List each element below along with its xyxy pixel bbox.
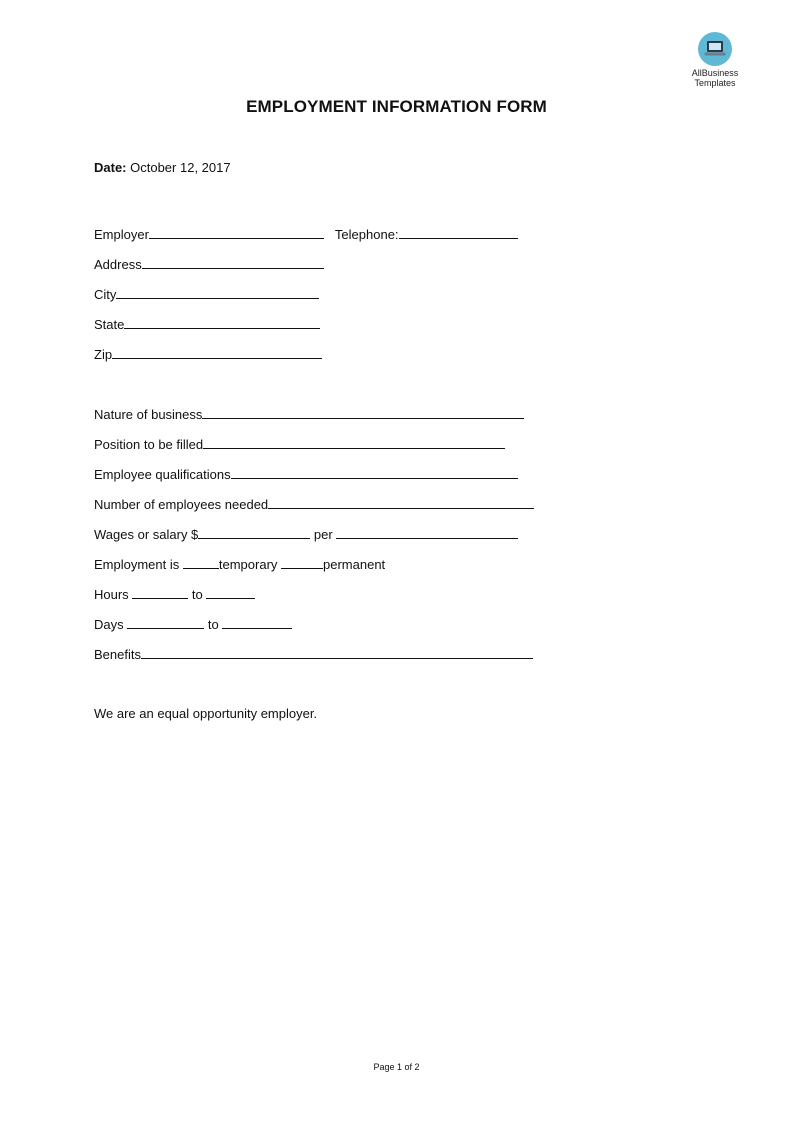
temporary-field[interactable] bbox=[183, 556, 219, 569]
city-field[interactable] bbox=[116, 286, 319, 299]
temporary-label: temporary bbox=[218, 557, 282, 572]
date-value: October 12, 2017 bbox=[126, 160, 231, 175]
num-employees-row bbox=[94, 496, 534, 513]
benefits-field[interactable] bbox=[141, 646, 533, 659]
address-label: Address bbox=[94, 257, 142, 272]
zip-row bbox=[94, 346, 322, 363]
laptop-icon bbox=[704, 40, 726, 58]
days-to-label: to bbox=[204, 617, 223, 632]
days-label: Days bbox=[94, 617, 128, 632]
permanent-field[interactable] bbox=[281, 556, 323, 569]
zip-label: Zip bbox=[94, 347, 113, 362]
hours-from-field[interactable] bbox=[132, 586, 188, 599]
wages-period-field[interactable] bbox=[336, 526, 518, 539]
company-logo bbox=[682, 32, 748, 88]
form-title: EMPLOYMENT INFORMATION FORM bbox=[246, 97, 547, 116]
logo-text bbox=[682, 68, 748, 88]
qualifications-row bbox=[94, 466, 518, 483]
days-to-field[interactable] bbox=[222, 616, 292, 629]
logo-circle bbox=[698, 32, 732, 66]
equal-opportunity-statement: We are an equal opportunity employer. bbox=[94, 706, 318, 721]
permanent-label: permanent bbox=[323, 557, 386, 572]
days-row bbox=[94, 616, 292, 633]
position-field[interactable] bbox=[203, 436, 505, 449]
state-row bbox=[94, 316, 320, 333]
employment-type-row bbox=[94, 556, 385, 573]
days-from-field[interactable] bbox=[127, 616, 204, 629]
qualifications-label: Employee qualifications bbox=[94, 467, 231, 482]
benefits-label: Benefits bbox=[94, 647, 141, 662]
city-label: City bbox=[94, 287, 117, 302]
qualifications-field[interactable] bbox=[231, 466, 518, 479]
telephone-label: Telephone: bbox=[334, 227, 399, 242]
telephone-field[interactable] bbox=[399, 226, 518, 239]
address-row bbox=[94, 256, 324, 273]
employer-row bbox=[94, 226, 518, 243]
num-employees-field[interactable] bbox=[268, 496, 534, 509]
benefits-row bbox=[94, 646, 533, 663]
nature-of-business-label: Nature of business bbox=[94, 407, 203, 422]
page-number: Page 1 of 2 bbox=[373, 1062, 420, 1072]
hours-label: Hours bbox=[94, 587, 133, 602]
logo-line2: Templates bbox=[694, 78, 736, 88]
position-label: Position to be filled bbox=[94, 437, 204, 452]
nature-of-business-row bbox=[94, 406, 524, 423]
zip-field[interactable] bbox=[112, 346, 322, 359]
state-field[interactable] bbox=[124, 316, 320, 329]
nature-of-business-field[interactable] bbox=[202, 406, 524, 419]
employer-label: Employer bbox=[94, 227, 149, 242]
wages-amount-field[interactable] bbox=[198, 526, 310, 539]
wages-label: Wages or salary $ bbox=[94, 527, 199, 542]
hours-to-field[interactable] bbox=[206, 586, 255, 599]
logo-line1: AllBusiness bbox=[691, 68, 739, 78]
hours-row bbox=[94, 586, 255, 603]
employment-is-label: Employment is bbox=[94, 557, 183, 572]
employer-field[interactable] bbox=[149, 226, 324, 239]
date-label: Date: bbox=[94, 160, 127, 175]
num-employees-label: Number of employees needed bbox=[94, 497, 269, 512]
state-label: State bbox=[94, 317, 125, 332]
wages-row bbox=[94, 526, 518, 543]
address-field[interactable] bbox=[142, 256, 324, 269]
wages-per-label: per bbox=[310, 527, 337, 542]
position-row bbox=[94, 436, 505, 453]
city-row bbox=[94, 286, 319, 303]
date-row bbox=[94, 160, 231, 176]
hours-to-label: to bbox=[188, 587, 207, 602]
